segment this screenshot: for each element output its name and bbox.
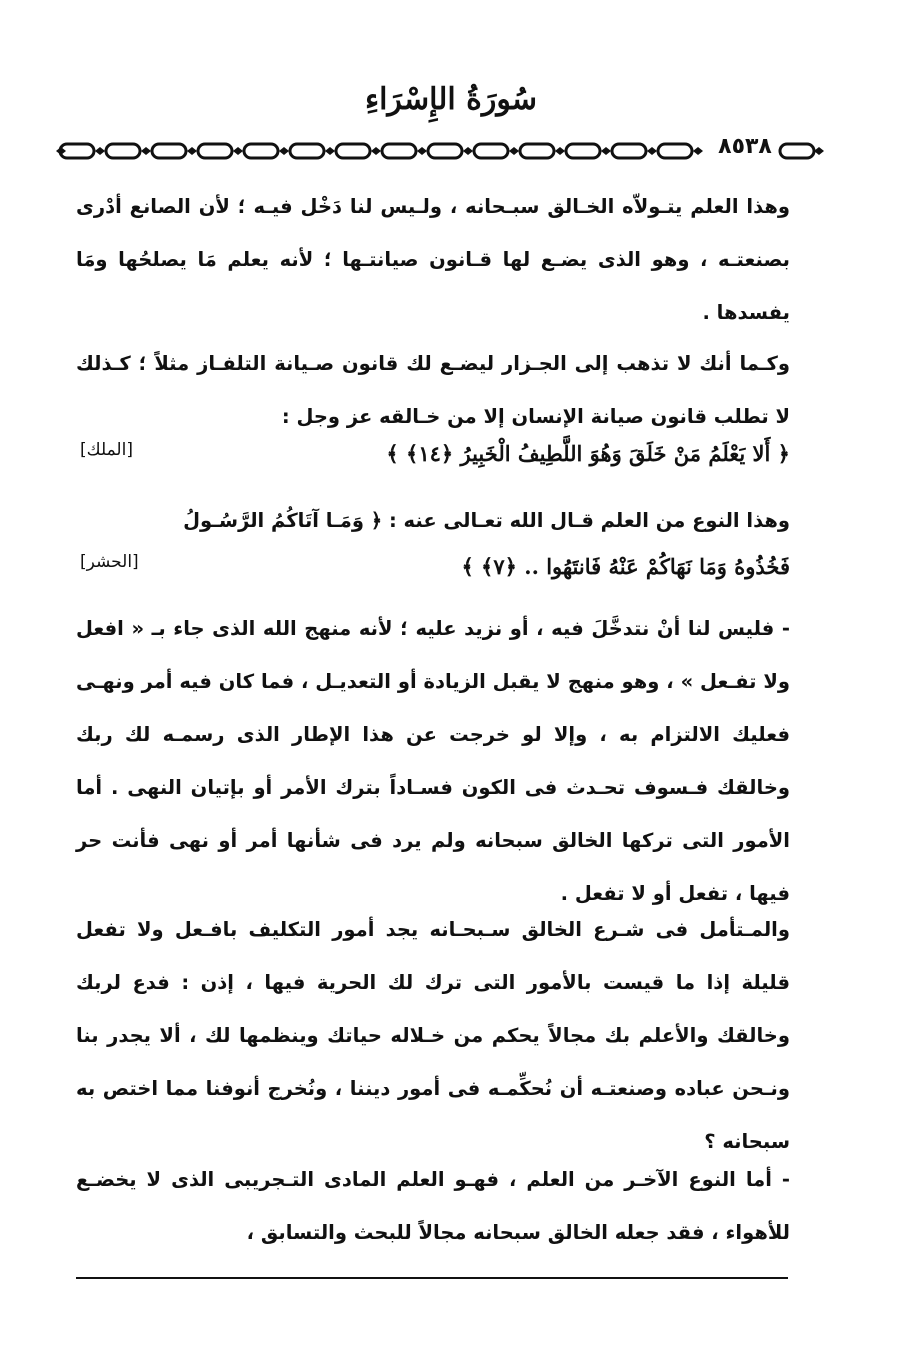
surah-title: سُورَةُ الإِسْرَاءِ (364, 82, 538, 117)
verse-mulk (76, 427, 790, 480)
bottom-rule (76, 1277, 788, 1279)
paragraph-6 (76, 1153, 790, 1259)
header-ornament (56, 136, 776, 166)
paragraph-4 (76, 602, 790, 920)
paragraph-5-text: والمـتأمل فى شـرع الخالق سـبحـانه يجد أمور التكليف بافـعل ولا تفعل قليلة إذا ما قيست بالأمور التى ترك لك الحرية فيها ، إذن : فدع لربك وخالقك والأعلم بك مجالاً يحكم من خـلاله حياتك وينظمها لك ، ألا يجدر بنا ونـحن عباده وصنعتـه أن نُحكِّمـه فى أمور ديننا ، ونُخرج أنوفنا مما اختص به سبحانه ؟ (76, 918, 790, 1153)
paragraph-2-text: وكـما أنك لا تذهب إلى الجـزار ليضـع لك قانون صـيانة التلفـاز مثلاً ؛ كـذلك لا تطلب قانون صيانة الإنسان إلا من خـالقه عز وجل : (76, 352, 790, 428)
paragraph-1 (76, 180, 790, 339)
header-ornament-end (776, 136, 824, 166)
verse-hashr-ref: [الحشر] (80, 552, 139, 572)
page-number: ٨٥٣٨ (712, 134, 778, 159)
paragraph-5 (76, 903, 790, 1168)
paragraph-4-text: - فليس لنا أنْ نتدخَّلَ فيه ، أو نزيد عليه ؛ لأنه منهج الله الذى جاء بـ « افعل ولا تفـعل » ، وهو منهج لا يقبل الزيادة أو التعديـل ، فما كان فيه أمر ونهـى فعليك الالتزام به ، وإلا لو خرجت عن هذا الإطار الذى رسمـه لك ربك وخالقك فـسوف تحـدث فى الكون فسـاداً بترك الأمر أو بإتيان النهى . أما الأمور التى تركها الخالق سبحانه ولم يرد فى شأنها أمر أو نهى فأنت حر فيها ، تفعل أو لا تفعل . (76, 617, 790, 905)
verse-mulk-ref: [الملك] (80, 440, 133, 460)
paragraph-3-text: وهذا النوع من العلم قـال الله تعـالى عنه : ﴿ وَمَـا آتَاكُمُ الرَّسُـولُ (183, 509, 790, 532)
verse-hashr-text: فَخُذُوهُ وَمَا نَهَاكُمْ عَنْهُ فَانتَهُوا .. ﴿٧﴾ ﴾ (461, 554, 790, 579)
paragraph-6-text: - أما النوع الآخـر من العلم ، فهـو العلم المادى التـجريبى الذى لا يخضـع للأهواء ، فقد جعله الخالق سبحانه مجالاً للبحث والتسابق ، (76, 1168, 790, 1244)
paragraph-1-text: وهذا العلم يتـولاّه الخـالق سبـحانه ، ولـيس لنا دَخْل فيـه ؛ لأن الصانع أدْرى بصنعتـه ، وهو الذى يضـع لها قـانون صيانتـها ؛ لأنه يعلم مَا يصلحُها ومَا يفسدها . (76, 195, 790, 324)
verse-hashr (76, 540, 790, 593)
verse-mulk-text: ﴿ أَلا يَعْلَمُ مَنْ خَلَقَ وَهُوَ اللَّطِيفُ الْخَبِيرُ ﴿١٤﴾ ﴾ (386, 441, 790, 466)
